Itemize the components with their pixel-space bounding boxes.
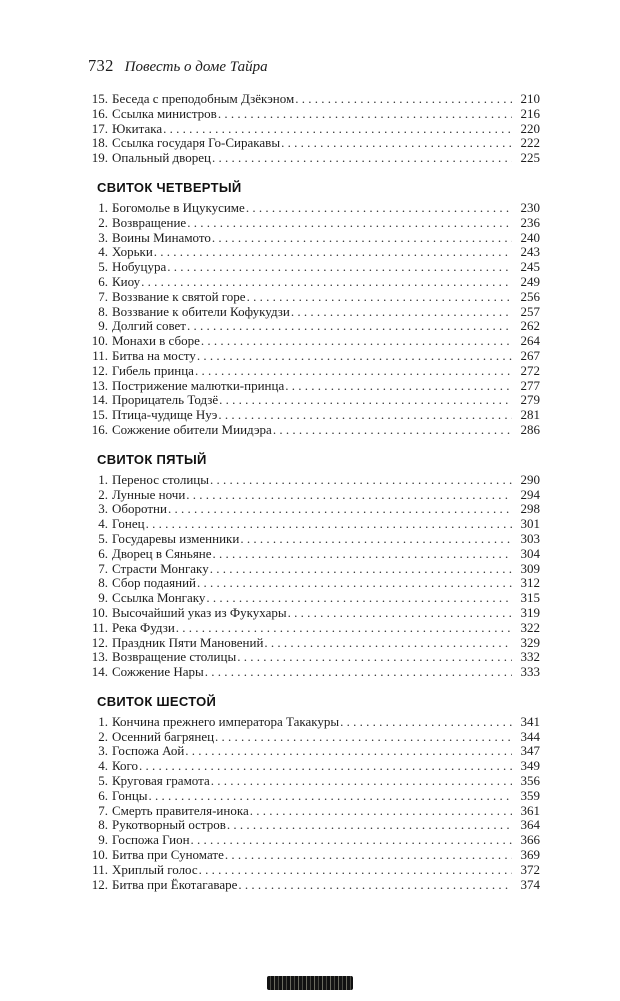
entry-title: Нобуцура <box>112 259 167 275</box>
entry-page-number: 322 <box>520 619 540 635</box>
toc-entry <box>88 848 540 863</box>
entry-page-number: 290 <box>520 471 540 487</box>
dot-leader <box>211 151 512 166</box>
entry-page-number: 312 <box>520 575 540 591</box>
entry-number: 7. <box>98 288 108 304</box>
entry-page-number: 349 <box>520 758 540 774</box>
entry-title: Сожжение Нары <box>112 664 204 680</box>
entry-title: Дворец в Сяньяне <box>112 545 212 561</box>
entry-number: 1. <box>98 199 108 215</box>
table-of-contents <box>88 92 540 892</box>
entry-title: Возвращение столицы <box>112 649 237 665</box>
entry-title: Возвращение <box>112 214 187 230</box>
dot-leader <box>205 591 512 606</box>
entry-page-number: 286 <box>520 421 540 437</box>
entry-title: Птица-чудище Нуэ <box>112 407 218 423</box>
entry-title: Юкитака <box>112 120 163 136</box>
toc-entry <box>88 260 540 275</box>
toc-entry <box>88 319 540 334</box>
entry-page-number: 272 <box>520 362 540 378</box>
entry-title: Монахи в сборе <box>112 333 200 349</box>
dot-leader <box>239 532 512 547</box>
entry-title: Ссылка Монгаку <box>112 590 206 606</box>
entry-number: 19. <box>91 150 108 166</box>
dot-leader <box>217 107 512 122</box>
dot-leader <box>162 122 512 137</box>
dot-leader <box>237 878 512 893</box>
entry-page-number: 245 <box>520 259 540 275</box>
entry-title: Пострижение малютки-принца <box>112 377 285 393</box>
entry-page-number: 279 <box>520 392 540 408</box>
dot-leader <box>246 290 512 305</box>
toc-entry <box>88 379 540 394</box>
toc-entry <box>88 621 540 636</box>
entry-title: Круговая грамота <box>112 773 210 789</box>
toc-entry <box>88 275 540 290</box>
toc-entry <box>88 730 540 745</box>
toc-entry <box>88 502 540 517</box>
toc-entry <box>88 789 540 804</box>
entry-title: Осенний багрянец <box>112 728 215 744</box>
entry-title: Смерть правителя-инока <box>112 802 249 818</box>
entry-page-number: 262 <box>520 318 540 334</box>
entry-title: Праздник Пяти Мановений <box>112 634 264 650</box>
dot-leader <box>175 621 512 636</box>
toc-entry <box>88 107 540 122</box>
entry-number: 8. <box>98 575 108 591</box>
entry-title: Прорицатель Тодзё <box>112 392 219 408</box>
toc-entry <box>88 576 540 591</box>
dot-leader <box>209 562 512 577</box>
entry-page-number: 372 <box>520 861 540 877</box>
entry-number: 6. <box>98 787 108 803</box>
entry-page-number: 230 <box>520 199 540 215</box>
dot-leader <box>153 245 512 260</box>
entry-title: Гонец <box>112 516 145 532</box>
dot-leader <box>272 423 512 438</box>
entry-title: Госпожа Аой <box>112 743 185 759</box>
entry-title: Государевы изменники <box>112 530 240 546</box>
toc-entry <box>88 665 540 680</box>
toc-entry <box>88 532 540 547</box>
entry-page-number: 301 <box>520 516 540 532</box>
entry-number: 12. <box>91 362 108 378</box>
dot-leader <box>184 744 512 759</box>
toc-entry <box>88 349 540 364</box>
entry-number: 13. <box>91 377 108 393</box>
entry-page-number: 333 <box>520 664 540 680</box>
entry-title: Оборотни <box>112 501 167 517</box>
entry-number: 12. <box>91 876 108 892</box>
entry-title: Опальный дворец <box>112 150 211 166</box>
entry-number: 3. <box>98 501 108 517</box>
entry-page-number: 366 <box>520 832 540 848</box>
entry-number: 1. <box>98 713 108 729</box>
toc-entry <box>88 408 540 423</box>
entry-page-number: 240 <box>520 229 540 245</box>
dot-leader <box>287 606 512 621</box>
entry-title: Кончина прежнего императора Такакуры <box>112 713 340 729</box>
entry-title: Битва при Ёкотагаваре <box>112 876 238 892</box>
entry-title: Лунные ночи <box>112 486 186 502</box>
entry-title: Битва при Суномате <box>112 847 224 863</box>
entry-number: 10. <box>91 333 108 349</box>
entry-title: Сожжение обители Миидэра <box>112 421 272 437</box>
entry-title: Битва на мосту <box>112 347 196 363</box>
entry-number: 4. <box>98 516 108 532</box>
entry-page-number: 236 <box>520 214 540 230</box>
entry-number: 9. <box>98 832 108 848</box>
toc-entry <box>88 606 540 621</box>
entry-number: 15. <box>91 407 108 423</box>
entry-page-number: 304 <box>520 545 540 561</box>
entry-title: Перенос столицы <box>112 471 209 487</box>
entry-number: 8. <box>98 303 108 319</box>
dot-leader <box>217 408 512 423</box>
dot-leader <box>224 848 512 863</box>
toc-entry <box>88 863 540 878</box>
entry-page-number: 298 <box>520 501 540 517</box>
toc-entry <box>88 423 540 438</box>
toc-entry <box>88 636 540 651</box>
entry-number: 2. <box>98 728 108 744</box>
entry-title: Долгий совет <box>112 318 186 334</box>
entry-page-number: 256 <box>520 288 540 304</box>
dot-leader <box>212 547 512 562</box>
dot-leader <box>339 715 512 730</box>
toc-entry <box>88 804 540 819</box>
entry-page-number: 220 <box>520 120 540 136</box>
toc-entry <box>88 136 540 151</box>
entry-title: Кого <box>112 758 139 774</box>
dot-leader <box>138 759 512 774</box>
toc-entry <box>88 818 540 833</box>
section-heading: СВИТОК ЧЕТВЕРТЫЙ <box>97 179 242 195</box>
dot-leader <box>204 665 512 680</box>
dot-leader <box>186 216 512 231</box>
entry-number: 2. <box>98 486 108 502</box>
entry-number: 5. <box>98 530 108 546</box>
entry-page-number: 249 <box>520 273 540 289</box>
entry-title: Воины Минамото <box>112 229 211 245</box>
dot-leader <box>218 393 512 408</box>
entry-page-number: 257 <box>520 303 540 319</box>
dot-leader <box>200 334 512 349</box>
entry-page-number: 359 <box>520 787 540 803</box>
section-heading: СВИТОК ШЕСТОЙ <box>97 693 217 709</box>
toc-entry <box>88 488 540 503</box>
dot-leader <box>190 833 512 848</box>
dot-leader <box>290 305 512 320</box>
entry-number: 12. <box>91 634 108 650</box>
entry-page-number: 364 <box>520 817 540 833</box>
entry-title: Богомолье в Ицукусиме <box>112 199 245 215</box>
toc-entry <box>88 364 540 379</box>
dot-leader <box>185 488 512 503</box>
entry-number: 11. <box>92 347 108 363</box>
entry-number: 6. <box>98 273 108 289</box>
entry-number: 13. <box>91 649 108 665</box>
entry-number: 6. <box>98 545 108 561</box>
entry-page-number: 341 <box>520 713 540 729</box>
dot-leader <box>280 136 512 151</box>
entry-number: 11. <box>92 861 108 877</box>
entry-title: Киоу <box>112 273 141 289</box>
toc-entry <box>88 562 540 577</box>
toc-entry <box>88 473 540 488</box>
entry-page-number: 264 <box>520 333 540 349</box>
dot-leader <box>294 92 512 107</box>
entry-number: 2. <box>98 214 108 230</box>
entry-page-number: 277 <box>520 377 540 393</box>
toc-entry <box>88 759 540 774</box>
dot-leader <box>166 260 512 275</box>
entry-page-number: 369 <box>520 847 540 863</box>
toc-entry <box>88 92 540 107</box>
entry-title: Сбор подаяний <box>112 575 197 591</box>
entry-page-number: 243 <box>520 244 540 260</box>
toc-entry <box>88 245 540 260</box>
entry-page-number: 267 <box>520 347 540 363</box>
dot-leader <box>198 863 512 878</box>
toc-entry <box>88 216 540 231</box>
entry-page-number: 216 <box>520 105 540 121</box>
entry-page-number: 361 <box>520 802 540 818</box>
entry-page-number: 344 <box>520 728 540 744</box>
entry-number: 10. <box>91 604 108 620</box>
dot-leader <box>140 275 512 290</box>
entry-number: 11. <box>92 619 108 635</box>
entry-number: 1. <box>98 471 108 487</box>
entry-page-number: 319 <box>520 604 540 620</box>
entry-title: Высочайший указ из Фукухары <box>112 604 287 620</box>
entry-page-number: 347 <box>520 743 540 759</box>
entry-number: 4. <box>98 758 108 774</box>
dot-leader <box>284 379 512 394</box>
dot-leader <box>236 650 512 665</box>
entry-number: 16. <box>91 421 108 437</box>
entry-page-number: 356 <box>520 773 540 789</box>
entry-number: 8. <box>98 817 108 833</box>
dot-leader <box>196 349 512 364</box>
entry-number: 9. <box>98 590 108 606</box>
entry-page-number: 210 <box>520 91 540 106</box>
toc-entry <box>88 547 540 562</box>
entry-number: 14. <box>91 664 108 680</box>
toc-entry <box>88 201 540 216</box>
entry-title: Беседа с преподобным Дзёкэном <box>112 91 295 106</box>
toc-entry <box>88 151 540 166</box>
dot-leader <box>196 576 512 591</box>
toc-entry <box>88 290 540 305</box>
entry-page-number: 374 <box>520 876 540 892</box>
entry-page-number: 222 <box>520 135 540 151</box>
section-heading: СВИТОК ПЯТЫЙ <box>97 451 207 467</box>
toc-entry <box>88 305 540 320</box>
entry-title: Воззвание к святой горе <box>112 288 246 304</box>
entry-title: Хриплый голос <box>112 861 198 877</box>
entry-page-number: 281 <box>520 407 540 423</box>
entry-number: 4. <box>98 244 108 260</box>
entry-title: Ссылка государя Го-Сиракавы <box>112 135 281 151</box>
toc-entry <box>88 715 540 730</box>
entry-number: 18. <box>91 135 108 151</box>
entry-title: Госпожа Гион <box>112 832 190 848</box>
dot-leader <box>211 231 512 246</box>
toc-entry <box>88 833 540 848</box>
entry-number: 16. <box>91 105 108 121</box>
entry-title: Страсти Монгаку <box>112 560 209 576</box>
dot-leader <box>263 636 512 651</box>
toc-entry <box>88 122 540 137</box>
toc-entry <box>88 334 540 349</box>
dot-leader <box>209 473 512 488</box>
entry-number: 15. <box>91 91 108 106</box>
entry-number: 14. <box>91 392 108 408</box>
page-number: 732 <box>88 56 114 75</box>
entry-page-number: 225 <box>520 150 540 166</box>
dot-leader <box>167 502 512 517</box>
entry-page-number: 309 <box>520 560 540 576</box>
entry-number: 7. <box>98 802 108 818</box>
dot-leader <box>194 364 512 379</box>
entry-number: 5. <box>98 773 108 789</box>
toc-entry <box>88 744 540 759</box>
entry-number: 9. <box>98 318 108 334</box>
dot-leader <box>245 201 512 216</box>
entry-title: Хорьки <box>112 244 153 260</box>
dot-leader <box>145 517 512 532</box>
toc-entry <box>88 517 540 532</box>
entry-title: Ссылка министров <box>112 105 217 121</box>
entry-title: Река Фудзи <box>112 619 175 635</box>
entry-page-number: 315 <box>520 590 540 606</box>
dot-leader <box>186 319 512 334</box>
entry-number: 7. <box>98 560 108 576</box>
toc-entry <box>88 878 540 893</box>
entry-page-number: 294 <box>520 486 540 502</box>
page-header <box>88 56 540 76</box>
dot-leader <box>226 818 512 833</box>
entry-page-number: 332 <box>520 649 540 665</box>
dot-leader <box>214 730 512 745</box>
entry-number: 3. <box>98 229 108 245</box>
entry-number: 10. <box>91 847 108 863</box>
toc-entry <box>88 650 540 665</box>
entry-page-number: 303 <box>520 530 540 546</box>
book-title: Повесть о доме Тайра <box>124 59 268 75</box>
dot-leader <box>148 789 512 804</box>
barcode-artifact <box>267 976 353 990</box>
dot-leader <box>249 804 512 819</box>
entry-number: 3. <box>98 743 108 759</box>
dot-leader <box>210 774 512 789</box>
entry-title: Гибель принца <box>112 362 194 378</box>
entry-page-number: 329 <box>520 634 540 650</box>
entry-title: Гонцы <box>112 787 148 803</box>
entry-number: 17. <box>91 120 108 136</box>
toc-entry <box>88 774 540 789</box>
toc-entry <box>88 591 540 606</box>
entry-title: Рукотворный остров <box>112 817 226 833</box>
toc-entry <box>88 393 540 408</box>
toc-entry <box>88 231 540 246</box>
entry-title: Воззвание к обители Кофукудзи <box>112 303 290 319</box>
entry-number: 5. <box>98 259 108 275</box>
